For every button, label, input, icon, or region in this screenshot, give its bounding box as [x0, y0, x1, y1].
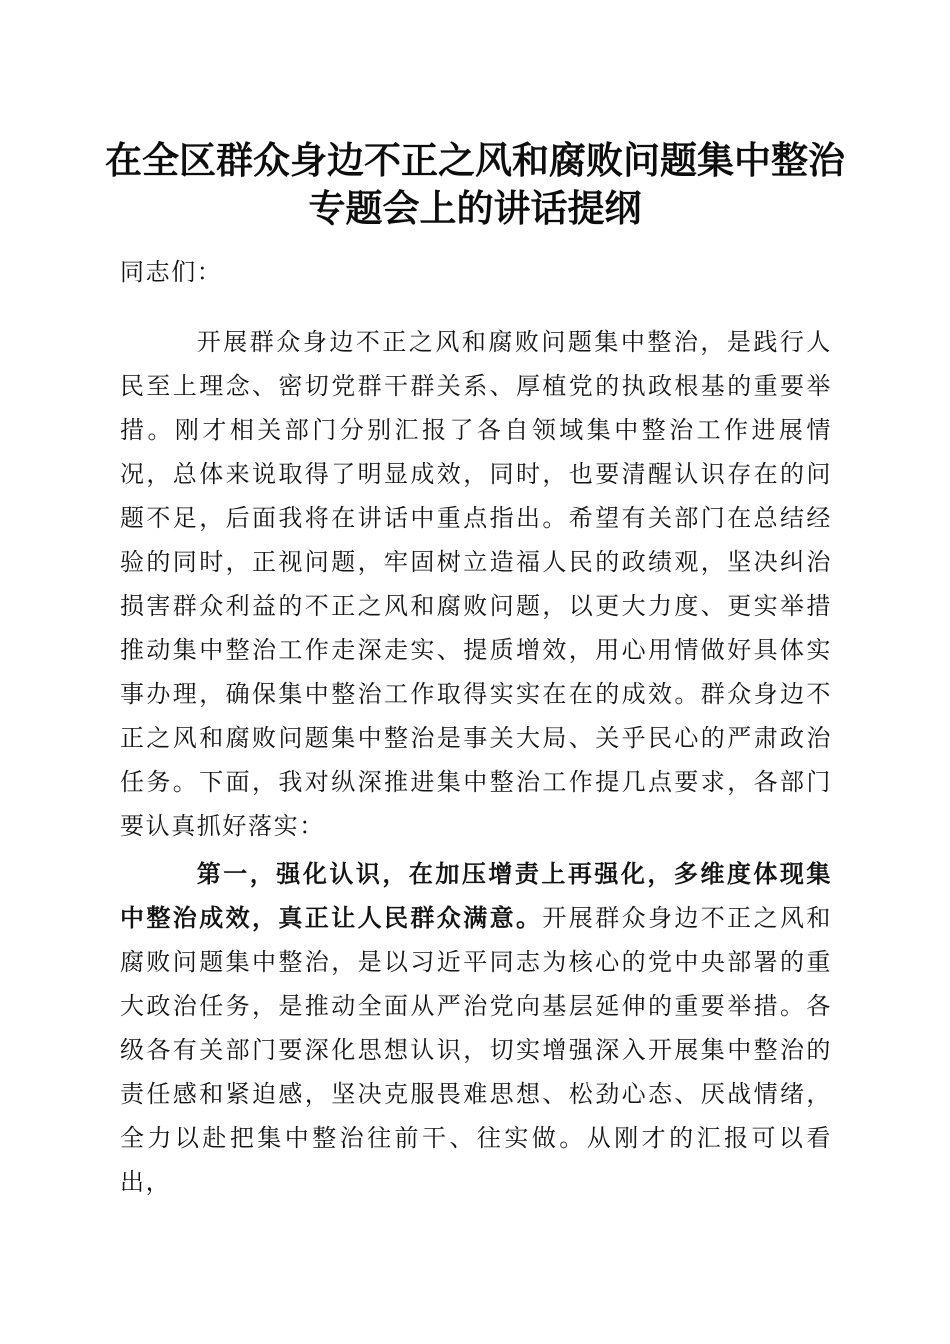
- paragraph-intro: 开展群众身边不正之风和腐败问题集中整治，是践行人民至上理念、密切党群干群关系、厚植党的执政根基的重要举措。刚才相关部门分别汇报了各自领域集中整治工作进展情况，总体来说取得了明显成效，同时，也要清醒认识存在的问题不足，后面我将在讲话中重点指出。希望有关部门在总结经验的同时，正视问题，牢固树立造福人民的政绩观，坚决纠治损害群众利益的不正之风和腐败问题，以更大力度、更实举措推动集中整治工作走深走实、提质增效，用心用情做好具体实事办理，确保集中整治工作取得实实在在的成效。群众身边不正之风和腐败问题集中整治是事关大局、关乎民心的严肃政治任务。下面，我对纵深推进集中整治工作提几点要求，各部门要认真抓好落实：: [120, 328, 832, 840]
- document-title-line-1: 在全区群众身边不正之风和腐败问题集中整治: [105, 138, 845, 182]
- first-point-heading: 第一，强化认识，在加压增责上再强化，多维度体现集中整治成效，真正让人民群众满意。: [120, 859, 832, 932]
- document-title-line-2: 专题会上的讲话提纲: [308, 186, 642, 230]
- paragraph-first-point: [120, 852, 832, 1204]
- first-point-body: 开展群众身边不正之风和腐败问题集中整治，是以习近平同志为核心的党中央部署的重大政治任务，是推动全面从严治党向基层延伸的重要举措。各级各有关部门要深化思想认识，切实增强深入开展集中整治的责任感和紧迫感，坚决克服畏难思想、松劲心态、厌战情绪，全力以赴把集中整治往前干、往实做。从刚才的汇报可以看出，: [120, 904, 832, 1196]
- salutation: 同志们：: [120, 258, 223, 286]
